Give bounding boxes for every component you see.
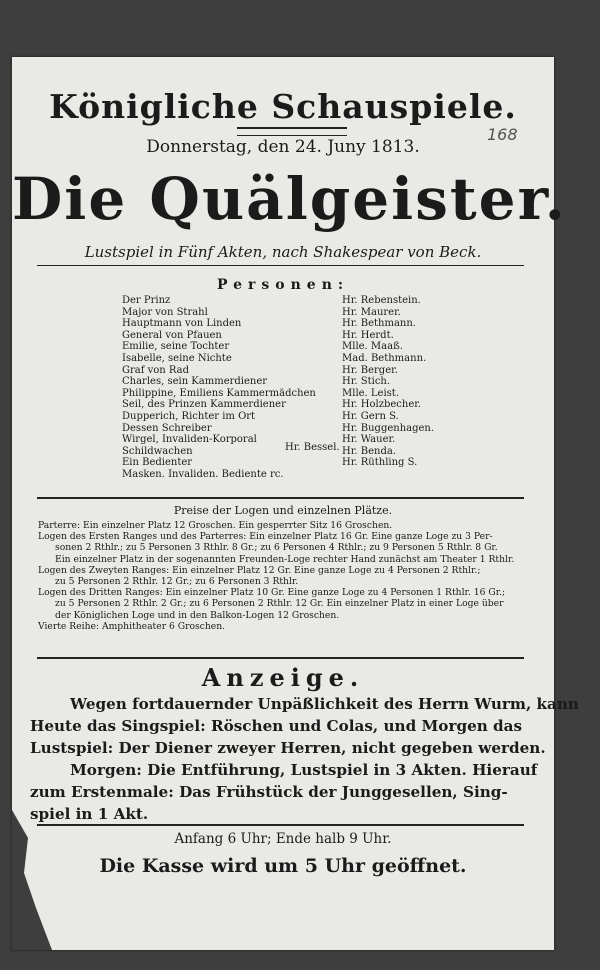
notice-body <box>30 693 579 825</box>
cast-actor: Hr. Rebenstein. <box>342 295 421 306</box>
price-line: zu 5 Personen 2 Rthlr. 2 Gr.; zu 6 Personen 2 Rthlr. 12 Gr. Ein einzelner Platz in einer Loge über <box>55 598 504 610</box>
cast-role: Wirgel, Invaliden-Korporal <box>122 434 257 446</box>
price-line: Logen des Dritten Ranges: Ein einzelner Platz 10 Gr. Eine ganze Loge zu 4 Personen 1 Rthlr. 16 Gr.; <box>38 587 506 599</box>
cast-role: Major von Strahl <box>122 306 208 318</box>
cast-role: Isabelle, seine Nichte <box>122 352 232 364</box>
cast-role: Graf von Rad <box>122 364 190 376</box>
cast-role: Schildwachen <box>122 445 193 457</box>
notice-line: Wegen fortdauernder Unpäßlichkeit des Herrn Wurm, kann <box>70 695 579 713</box>
cast-actor: Hr. Bethmann. <box>342 318 416 330</box>
notice-heading: Anzeige. <box>201 663 365 692</box>
prices-heading: Preise der Logen und einzelnen Plätze. <box>173 504 393 517</box>
cast-role: Hauptmann von Linden <box>122 318 242 330</box>
cast-actor: Hr. Gern S. <box>342 410 399 422</box>
cast-role: General von Pfauen <box>122 329 222 341</box>
cast-actor: Mlle. Leist. <box>342 387 399 399</box>
cast-role: Masken. Invaliden. Bediente rc. <box>122 468 284 480</box>
play-subtitle: Lustspiel in Fünf Akten, nach Shakespear von Beck. <box>84 243 482 261</box>
price-line: der Königlichen Loge und in den Balkon-Logen 12 Groschen. <box>55 609 340 621</box>
title-ornament <box>237 127 347 136</box>
cast-heading: Personen: <box>216 277 350 293</box>
playbill-sheet <box>12 57 579 950</box>
cast-actor: Hr. Maurer. <box>342 306 401 318</box>
price-line: Parterre: Ein einzelner Platz 12 Groschen. Ein gesperrter Sitz 16 Groschen. <box>38 520 393 531</box>
cast-actor: Hr. Buggenhagen. <box>342 422 435 434</box>
divider <box>37 265 524 266</box>
cast-role: Dupperich, Richter im Ort <box>122 410 256 422</box>
prices-list <box>38 520 528 632</box>
cast-actors <box>342 295 434 469</box>
cast-role: Der Prinz <box>122 295 171 306</box>
notice-line: spiel in 1 Akt. <box>30 805 149 823</box>
price-line: Logen des Zweyten Ranges: Ein einzelner Platz 12 Gr. Eine ganze Loge zu 4 Personen 2 Rthlr.; <box>38 564 481 576</box>
cast-actor: Hr. Wauer. <box>342 434 396 446</box>
price-line: Logen des Ersten Ranges und des Parterres: Ein einzelner Platz 16 Gr. Eine ganze Loge zu 3 Per- <box>38 531 493 543</box>
notice-line: zum Erstenmale: Das Frühstück der Junggesellen, Sing- <box>30 783 508 801</box>
cast-role: Charles, sein Kammerdiener <box>122 376 268 388</box>
price-line: zu 5 Personen 2 Rthlr. 12 Gr.; zu 6 Personen 3 Rthlr. <box>55 576 299 588</box>
cast-role: Dessen Schreiber <box>122 422 212 434</box>
archive-number: 168 <box>487 125 518 144</box>
play-title: Die Quälgeister. <box>12 165 567 233</box>
cast-role: Ein Bedienter <box>122 457 193 469</box>
price-line: Vierte Reihe: Amphitheater 6 Groschen. <box>38 620 226 632</box>
cast-actor-extra: Hr. Bessel. <box>285 442 340 453</box>
divider <box>37 497 524 499</box>
divider <box>37 824 524 826</box>
cast-actor: Mlle. Maaß. <box>342 341 403 353</box>
box-office-notice: Die Kasse wird um 5 Uhr geöffnet. <box>99 855 467 877</box>
price-line: Ein einzelner Platz in der sogenannten Freunden-Loge rechter Hand zunächst am Theater 1 Rthlr. <box>55 553 515 565</box>
divider <box>37 657 524 659</box>
performance-date: Donnerstag, den 24. Juny 1813. <box>146 137 420 157</box>
notice-line: Morgen: Die Entführung, Lustspiel in 3 Akten. Hierauf <box>70 761 538 779</box>
cast-actor: Mad. Bethmann. <box>342 352 427 364</box>
notice-line: Heute das Singspiel: Röschen und Colas, und Morgen das <box>30 717 523 735</box>
cast-role: Emilie, seine Tochter <box>122 341 230 353</box>
cast-role: Seil, des Prinzen Kammerdiener <box>122 399 286 411</box>
price-line: sonen 2 Rthlr.; zu 5 Personen 3 Rthlr. 8 Gr.; zu 6 Personen 4 Rthlr.; zu 9 Personen 5 Rthlr. 8 Gr. <box>55 542 498 554</box>
cast-actor: Hr. Berger. <box>342 364 398 376</box>
cast-actor: Hr. Benda. <box>342 445 397 457</box>
cast-actor: Hr. Holzbecher. <box>342 399 422 411</box>
cast-actor: Hr. Herdt. <box>342 329 394 341</box>
performance-times: Anfang 6 Uhr; Ende halb 9 Uhr. <box>174 831 392 847</box>
theatre-title: Königliche Schauspiele. <box>49 87 517 126</box>
cast-actor: Hr. Stich. <box>342 376 391 388</box>
cast-role: Philippine, Emiliens Kammermädchen <box>122 387 316 399</box>
cast-actor: Hr. Rüthling S. <box>342 457 418 469</box>
notice-line: Lustspiel: Der Diener zweyer Herren, nicht gegeben werden. <box>30 739 546 757</box>
